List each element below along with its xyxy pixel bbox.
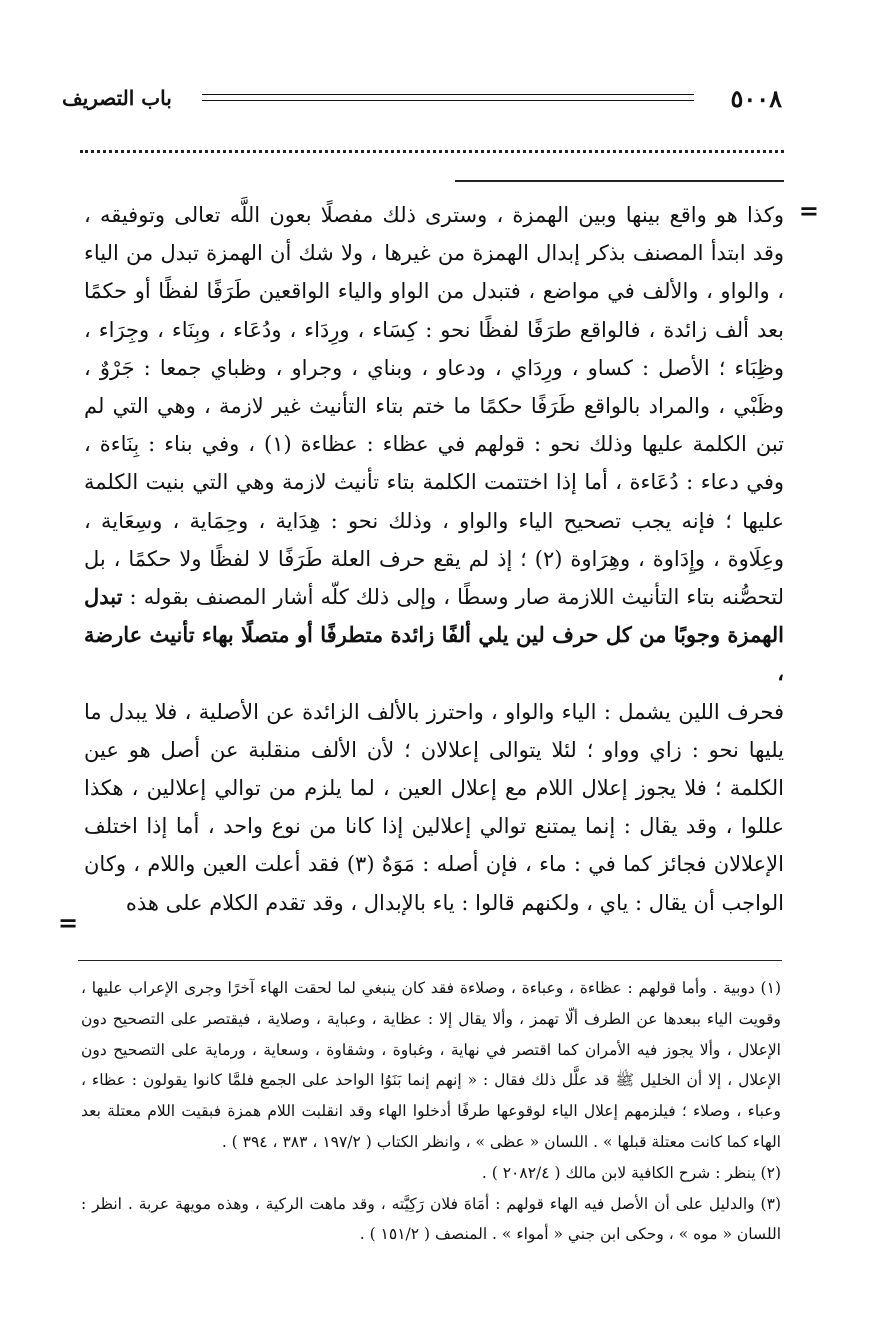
footnote-2: (٢) ينظر : شرح الكافية لابن مالك ( ٢٠٨٢/٤ ) . [481,1163,781,1182]
dotted-separator [80,150,784,153]
chapter-title: باب التصريف [62,86,172,110]
page-number: ٥٠٠٨ [730,84,782,113]
header-rule [202,94,694,101]
footnote-1: (١) دوبية . وأما قولهم : عظاءة ، وعباءة ، وصلاءة فقد كان ينبغي لما لحقت الهاء آخرًا وجرى الإعراب عليها ، وقويت الياء ببعدها عن الطرف ألّا تهمز ، وألا يقال إلا : عظاية ، وعباية ، وصلاية ، فيقتصر على التصحيح دون الإعلال ، وألا يجوز فيه الأمران كما اقتصر في نهاية ، وغباوة ، وشقاوة ، وسعاية ، ورماية على التصحيح دون الإعلال ، إلا أن الخليل ﷺ قد علَّل ذلك فقال : « إنهم إنما بَنَوُا الواحد على الجمع فلمَّا كانوا يقولون : عظاء ، وعباء ، وصلاء ؛ فيلزمهم إعلال الياء لوقوعها طرفًا أدخلوا الهاء وقد انقلبت اللام همزة فبقيت اللام معتلة بعد الهاء كما كانت معتلة قبلها » . اللسان « عظى » ، وانظر الكتاب ( ١٩٧/٢ ، ٣٨٣ ، ٣٩٤ ) . [81,979,781,1151]
main-paragraph [84,693,784,922]
continuation-mark-start: = [798,196,819,225]
main-paragraph [84,196,784,693]
paragraph-text: وكذا هو واقع بينها وبين الهمزة ، وسترى ذلك مفصلًا بعون اللَّه تعالى وتوفيقه ، وقد ابتدأ المصنف بذكر إبدال الهمزة من غيرها ، ولا شك أن الهمزة تبدل من الياء ، والواو ، والألف في مواضع ، فتبدل من الواو والياء الواقعين طَرَفًا لفظًا أو حكمًا بعد ألف زائدة ، فالواقع طرَفًا لفظًا نحو : كِسَاء ، ورِدَاء ، ودُعَاء ، وبِنَاء ، وجِرَاء ، وظِبَاء ؛ الأصل : كساو ، ورِدَاي ، ودعاو ، وبناي ، وجراو ، وظباي جمعا : جَرْوٌ ، وظَبْي ، والمراد بالواقع طَرَفًا حكمًا ما ختم بتاء التأنيث غير لازمة ، وهي التي لم تبن الكلمة عليها وذلك نحو : قولهم في عظاء : عظاءة (١) ، وفي بناء : بِنَاءة ، وفي دعاء : دُعَاءة ، أما إذا اختتمت الكلمة بتاء تأنيث لازمة وهي التي بنيت الكلمة عليها ؛ فإنه يجب تصحيح الياء والواو ، وذلك نحو : هِدَاية ، وحِمَاية ، وسِعَاية ، وعِلَاوة ، وإِدَاوة ، وهِرَاوة (٢) ؛ إذ لم يقع حرف العلة طَرَفًا لا لفظًا ولا حكمًا ، بل لتحصُّنه بتاء التأنيث اللازمة صار وسطًا ، وإلى ذلك كلّه أشار المصنف بقوله : [84,203,784,610]
paragraph-text: فحرف اللين يشمل : الياء والواو ، واحترز بالألف الزائدة عن الأصلية ، فلا يبدل ما يليها نحو : زاي وواو ؛ لئلا يتوالى إعلالان ؛ لأن الألف منقلبة عن أصل هو عين الكلمة ؛ فلا يجوز إعلال اللام مع إعلال العين ، لما يلزم من توالي إعلالين ، هكذا عللوا ، وقد يقال : إنما يمتنع توالي إعلالين إذا كانا من نوع واحد ، أما إذا اختلف الإعلالان فجائز كما في : ماء ، فإن أصله : مَوَهٌ (٣) فقد أعلت العين واللام ، وكان الواجب أن يقال : ياي ، ولكنهم قالوا : ياء بالإبدال ، وقد تقدم الكلام على هذه [84,699,784,915]
continuation-mark-end: = [58,908,79,937]
quoted-rule-text: تبدل الهمزة وجوبًا من كل حرف لين يلي ألفًا زائدة متطرفًا أو متصلًا بهاء تأنيث عارضة ، [84,584,784,686]
page-header [62,84,782,118]
footnote-3: (٣) والدليل على أن الأصل فيه الهاء قولهم : أمَاهَ فلان رَكِيَّته ، وقد ماهت الركية ، وهذه مويهة عربة . انظر : اللسان « موه » ، وحكى ابن جني « أمواء » . المنصف ( ١٥١/٢ ) . [81,1194,781,1244]
footnote-rule [78,960,782,961]
short-rule [455,180,784,182]
main-text [84,196,784,922]
footnotes [81,973,781,1250]
